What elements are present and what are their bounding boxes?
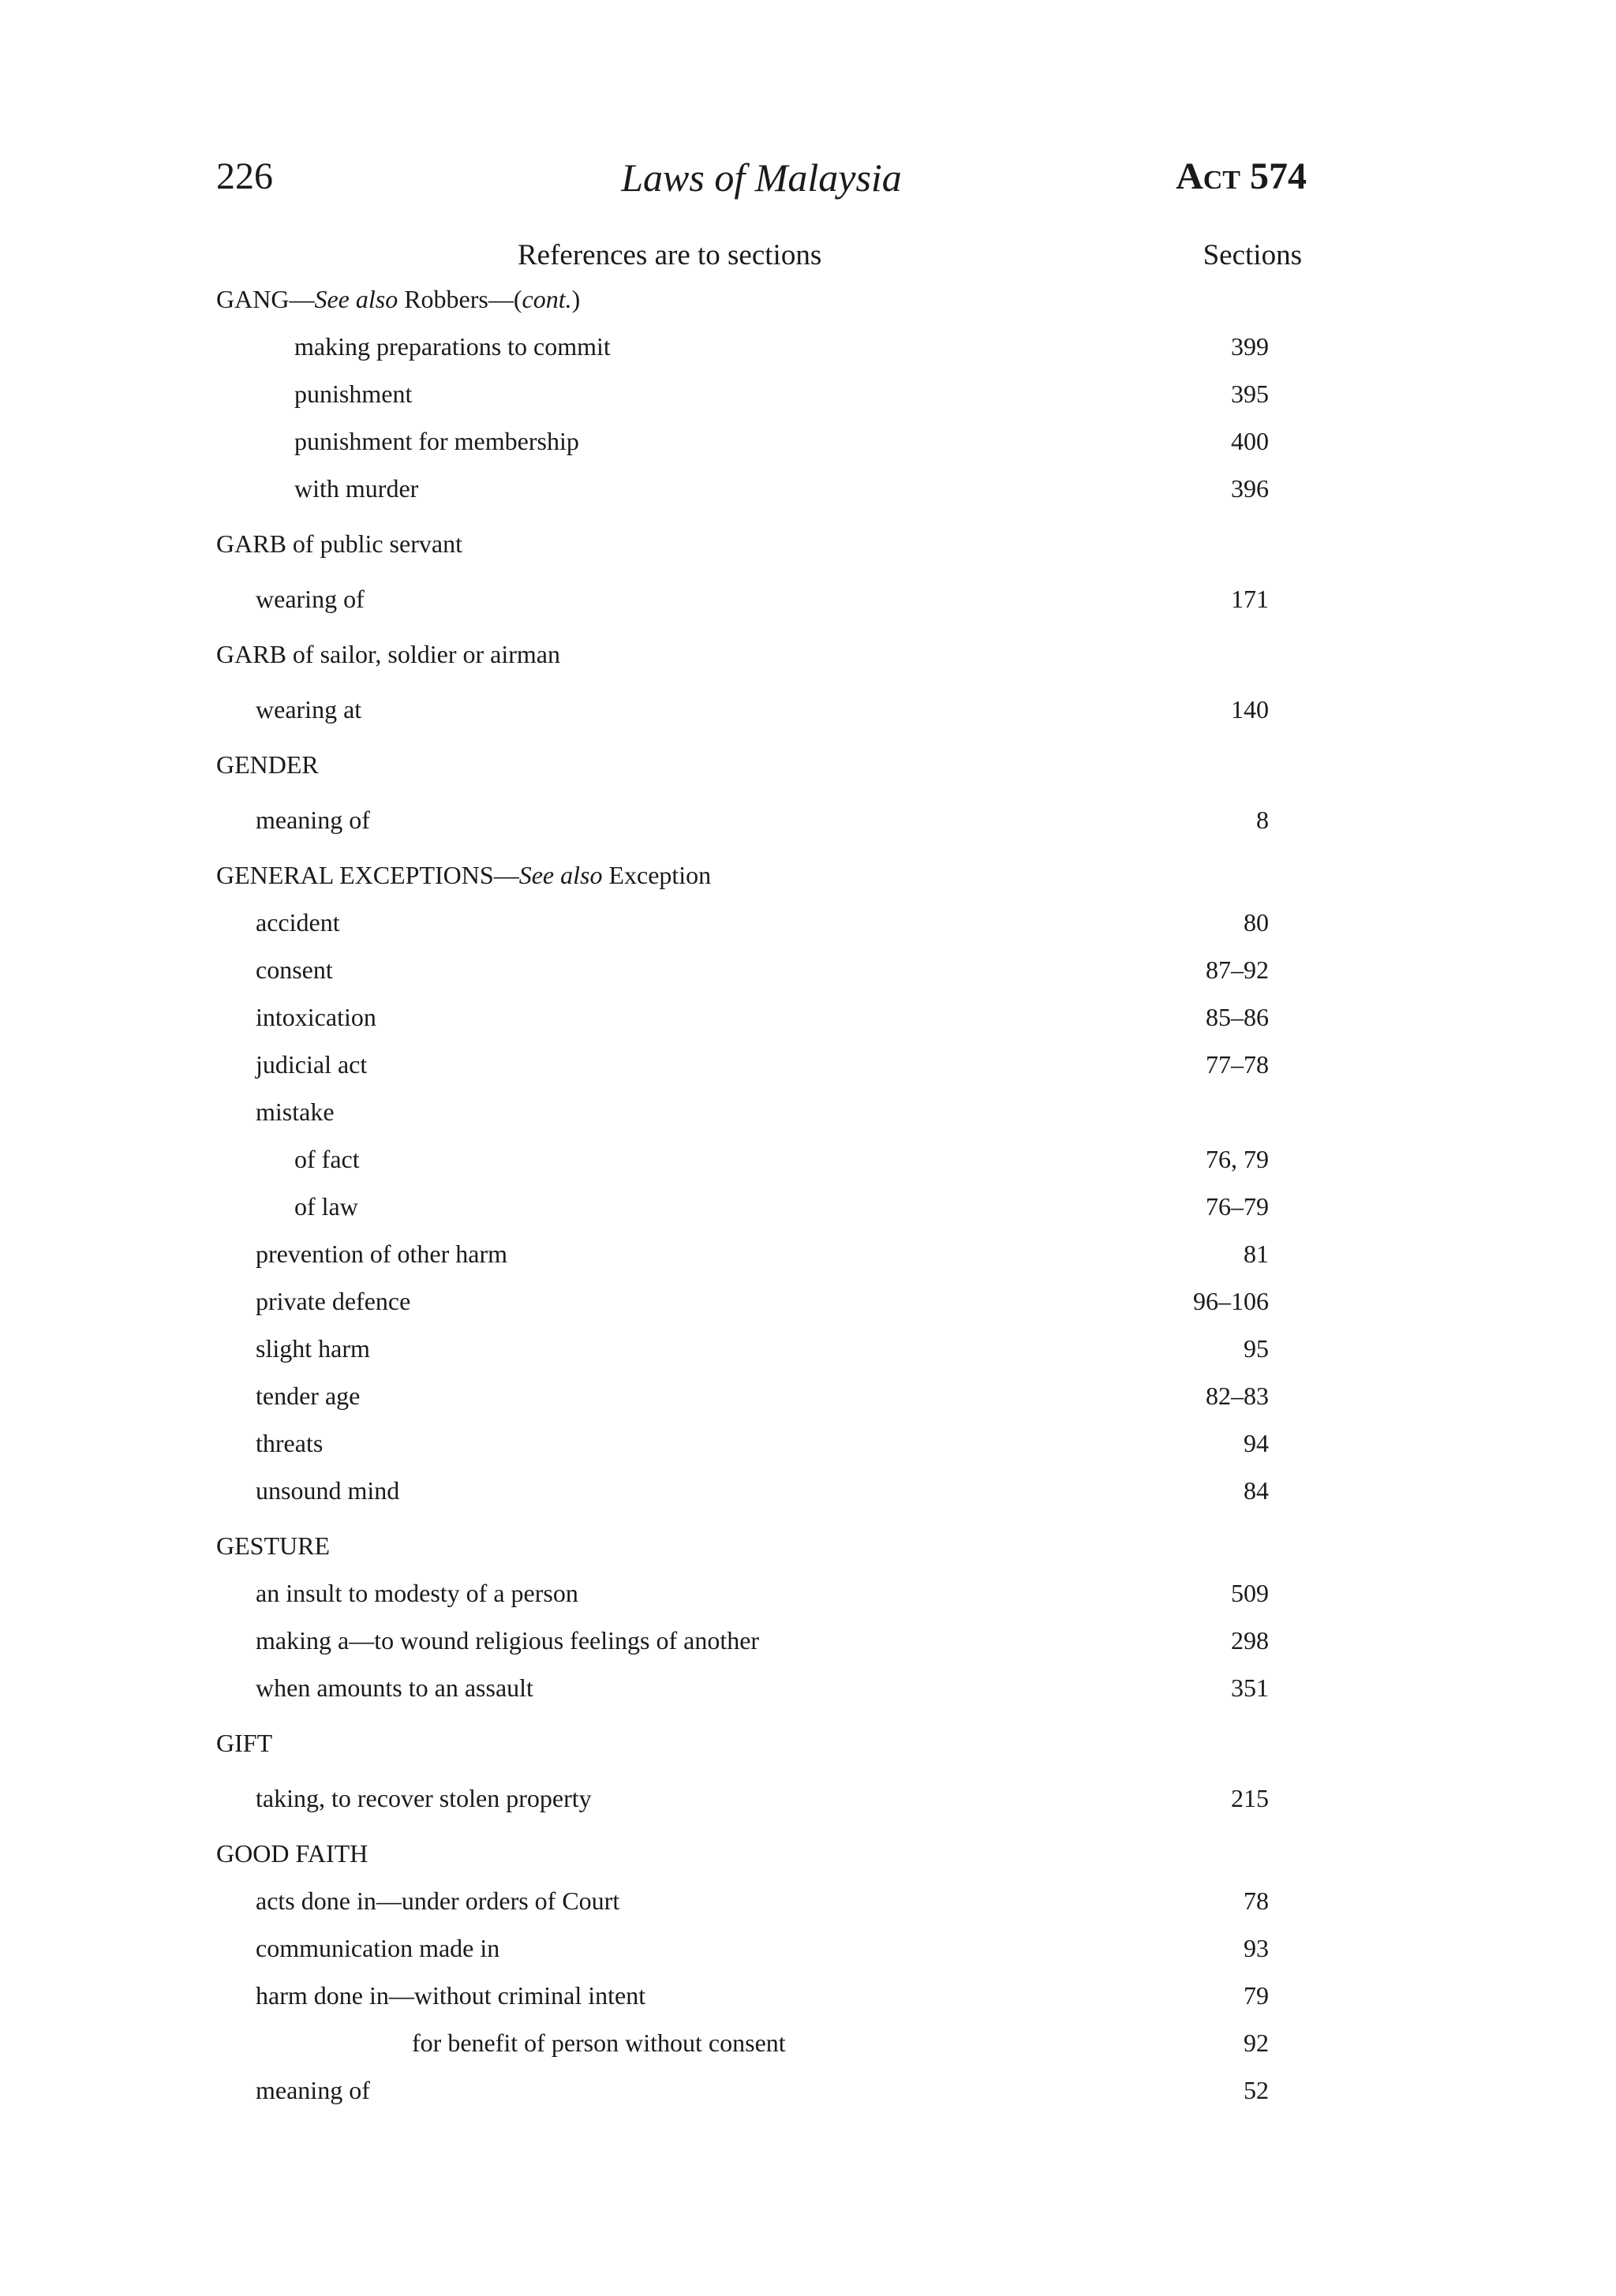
index-entry xyxy=(216,331,1269,362)
entry-label: intoxication xyxy=(256,1003,376,1031)
index-entry xyxy=(216,1885,1269,1916)
section-reference: 93 xyxy=(1244,1934,1269,1962)
section-reference: 509 xyxy=(1231,1579,1269,1607)
index-entry xyxy=(216,1096,1269,1127)
index-entry xyxy=(216,1577,1269,1609)
entry-label: consent xyxy=(256,955,333,984)
entry-label: with murder xyxy=(294,474,419,503)
entry-label: GOOD FAITH xyxy=(216,1839,368,1868)
index-entry xyxy=(216,473,1269,504)
index-heading xyxy=(216,528,1269,559)
running-title: Laws of Malaysia xyxy=(621,155,902,200)
index-entry xyxy=(216,804,1269,836)
act-number: 574 xyxy=(1250,155,1307,197)
entry-label: wearing of xyxy=(256,585,365,613)
section-reference: 395 xyxy=(1231,380,1269,408)
entry-label: meaning of xyxy=(256,2076,370,2104)
index-entry xyxy=(216,2027,1269,2059)
index-entry xyxy=(216,1932,1269,1964)
index-entry xyxy=(216,378,1269,409)
section-reference: 396 xyxy=(1231,474,1269,503)
index-list xyxy=(216,0,1269,2296)
section-reference: 92 xyxy=(1244,2029,1269,2057)
index-heading xyxy=(216,1727,1269,1759)
section-reference: 52 xyxy=(1244,2076,1269,2104)
index-entry xyxy=(216,954,1269,985)
entry-label: an insult to modesty of a person xyxy=(256,1579,578,1607)
section-reference: 81 xyxy=(1244,1240,1269,1268)
index-entry xyxy=(216,1049,1269,1080)
entry-label: GARB of public servant xyxy=(216,529,462,558)
entry-label: punishment xyxy=(294,380,413,408)
section-reference: 140 xyxy=(1231,695,1269,724)
entry-label: when amounts to an assault xyxy=(256,1673,533,1702)
entry-label: GARB of sailor, soldier or airman xyxy=(216,640,560,668)
index-entry xyxy=(216,907,1269,938)
index-entry xyxy=(216,1980,1269,2011)
index-entry xyxy=(216,1427,1269,1459)
index-entry xyxy=(216,1625,1269,1656)
index-entry xyxy=(216,1475,1269,1506)
section-reference: 298 xyxy=(1231,1626,1269,1655)
page-number: 226 xyxy=(216,155,273,197)
sections-column-label: Sections xyxy=(1203,239,1302,271)
index-entry xyxy=(216,694,1269,725)
section-reference: 85–86 xyxy=(1206,1003,1269,1031)
index-entry xyxy=(216,1238,1269,1270)
index-entry xyxy=(216,1782,1269,1814)
section-reference: 399 xyxy=(1231,332,1269,361)
index-entry xyxy=(216,1191,1269,1222)
section-reference: 351 xyxy=(1231,1673,1269,1702)
index-heading-gang xyxy=(216,283,1269,315)
section-reference: 77–78 xyxy=(1206,1050,1269,1079)
entry-label: communication made in xyxy=(256,1934,500,1962)
section-reference: 80 xyxy=(1244,908,1269,937)
entry-label: making a—to wound religious feelings of another xyxy=(256,1626,760,1655)
entry-label: GIFT xyxy=(216,1729,273,1757)
index-entry xyxy=(216,583,1269,615)
entry-label xyxy=(216,283,580,315)
entry-label: slight harm xyxy=(256,1334,370,1363)
section-reference: 84 xyxy=(1244,1476,1269,1505)
entry-label: punishment for membership xyxy=(294,427,579,455)
see-also: See also xyxy=(314,285,398,313)
section-reference: 171 xyxy=(1231,585,1269,613)
section-reference: 76–79 xyxy=(1206,1192,1269,1221)
entry-label: prevention of other harm xyxy=(256,1240,507,1268)
section-reference: 95 xyxy=(1244,1334,1269,1363)
entry-label: of fact xyxy=(294,1145,360,1173)
section-reference: 400 xyxy=(1231,427,1269,455)
entry-label: of law xyxy=(294,1192,358,1221)
index-entry xyxy=(216,1285,1269,1317)
section-reference: 94 xyxy=(1244,1429,1269,1457)
entry-label: private defence xyxy=(256,1287,411,1315)
entry-label: making preparations to commit xyxy=(294,332,611,361)
section-reference: 76, 79 xyxy=(1206,1145,1269,1173)
entry-label: judicial act xyxy=(256,1050,368,1079)
index-heading xyxy=(216,638,1269,670)
section-reference: 8 xyxy=(1256,806,1269,834)
index-heading xyxy=(216,749,1269,780)
entry-label: GENDER xyxy=(216,750,319,779)
index-heading xyxy=(216,1838,1269,1869)
index-heading xyxy=(216,1530,1269,1561)
entry-label: accident xyxy=(256,908,340,937)
index-entry xyxy=(216,1001,1269,1033)
index-heading-general-exceptions xyxy=(216,859,1269,891)
entry-label: threats xyxy=(256,1429,324,1457)
section-reference: 96–106 xyxy=(1193,1287,1269,1315)
continued-marker: cont. xyxy=(522,285,572,313)
entry-label: acts done in—under orders of Court xyxy=(256,1887,620,1915)
section-reference: 215 xyxy=(1231,1784,1269,1812)
heading-prefix: GENERAL EXCEPTIONS— xyxy=(216,861,519,889)
section-reference: 82–83 xyxy=(1206,1382,1269,1410)
entry-label: tender age xyxy=(256,1382,361,1410)
entry-label: wearing at xyxy=(256,695,362,724)
section-reference: 78 xyxy=(1244,1887,1269,1915)
act-word: Act xyxy=(1176,155,1240,197)
entry-label: meaning of xyxy=(256,806,370,834)
index-entry xyxy=(216,1143,1269,1175)
index-entry xyxy=(216,2074,1269,2106)
see-also: See also xyxy=(518,861,603,889)
section-reference: 87–92 xyxy=(1206,955,1269,984)
index-entry xyxy=(216,1333,1269,1364)
entry-label: mistake xyxy=(256,1098,335,1126)
cross-reference: Exception xyxy=(602,861,712,889)
cross-reference: Robbers—( xyxy=(398,285,522,313)
closing-paren: ) xyxy=(571,285,581,313)
entry-label: taking, to recover stolen property xyxy=(256,1784,592,1812)
index-entry xyxy=(216,1380,1269,1412)
entry-label: GESTURE xyxy=(216,1531,330,1560)
section-reference: 79 xyxy=(1244,1981,1269,2010)
entry-label: unsound mind xyxy=(256,1476,400,1505)
entry-label: for benefit of person without consent xyxy=(412,2029,786,2057)
references-note: References are to sections xyxy=(518,239,822,271)
entry-label xyxy=(216,859,711,891)
index-entry xyxy=(216,1672,1269,1703)
index-entry xyxy=(216,425,1269,457)
heading-prefix: GANG— xyxy=(216,285,315,313)
entry-label: harm done in—without criminal intent xyxy=(256,1981,646,2010)
